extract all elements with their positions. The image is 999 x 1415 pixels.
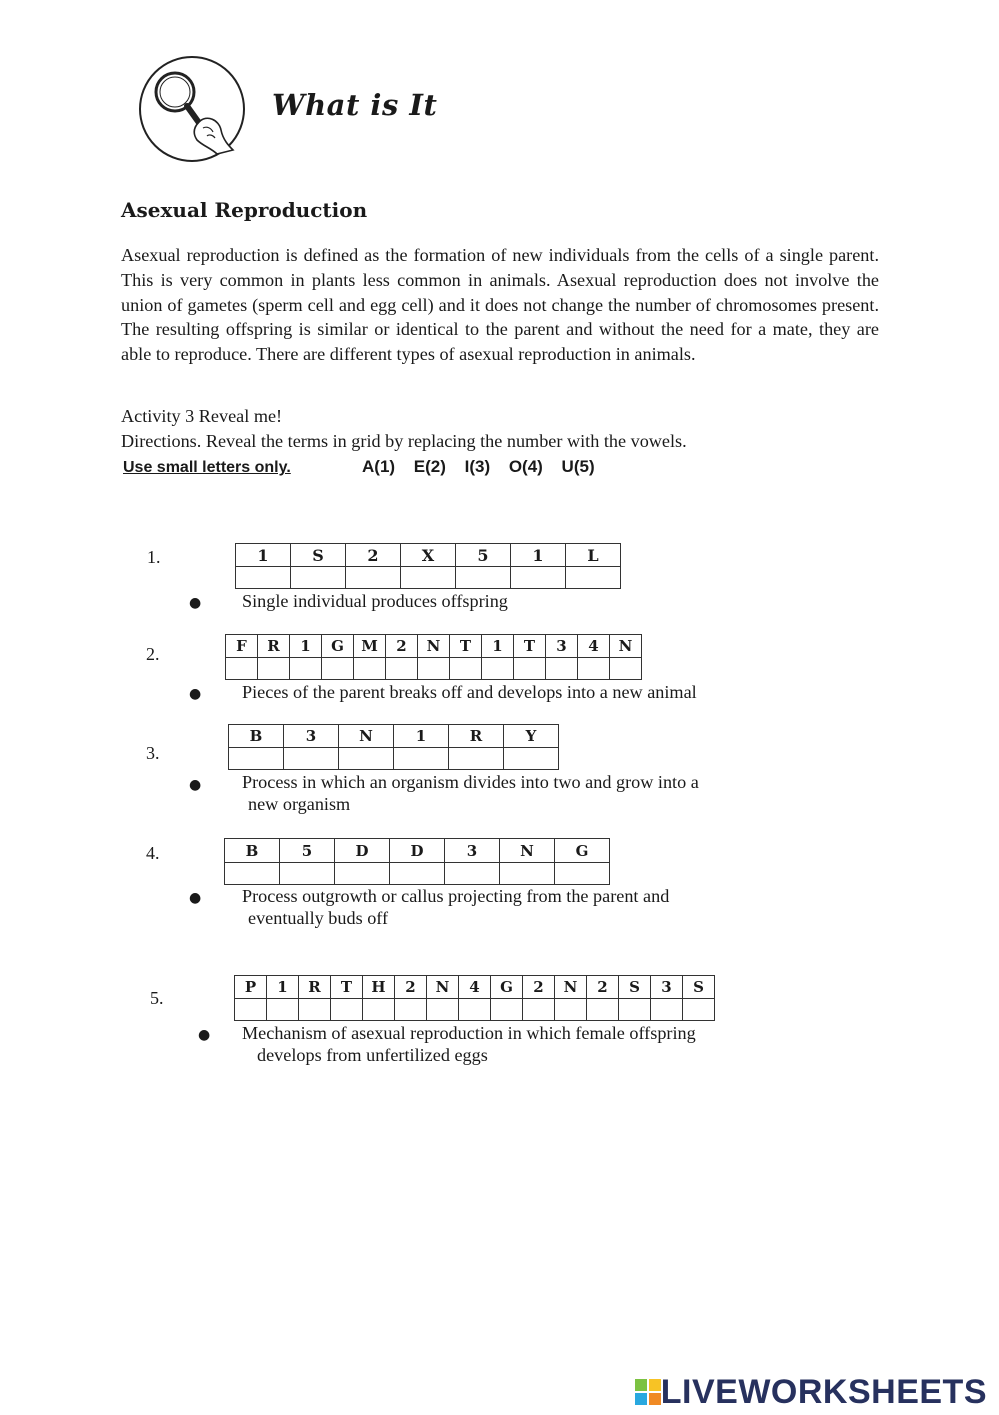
answer-input-cell[interactable]: [523, 999, 555, 1021]
clue-2: Pieces of the parent breaks off and develops into a new animal: [242, 682, 697, 702]
answer-input-cell[interactable]: [546, 658, 578, 680]
grid-letter-cell: 5: [456, 544, 511, 567]
answer-input-cell[interactable]: [418, 658, 450, 680]
grid-letter-cell: N: [339, 725, 394, 748]
answer-input-cell[interactable]: [386, 658, 418, 680]
activity-title: Activity 3 Reveal me!: [121, 406, 283, 426]
answer-input-cell[interactable]: [450, 658, 482, 680]
grid-letter-cell: N: [610, 635, 642, 658]
brand-text: LIVEWORKSHEETS: [660, 1372, 987, 1411]
grid-letter-cell: S: [683, 976, 715, 999]
grid-letter-cell: 1: [394, 725, 449, 748]
answer-input-cell[interactable]: [500, 863, 555, 885]
clue-5-line-1: Mechanism of asexual reproduction in which female offspring: [242, 1023, 696, 1043]
bullet: ●: [189, 890, 202, 906]
item-number: 2.: [146, 644, 160, 664]
grid-letter-cell: N: [418, 635, 450, 658]
grid-letter-cell: F: [226, 635, 258, 658]
grid-letter-cell: R: [299, 976, 331, 999]
answer-input-cell[interactable]: [291, 567, 346, 589]
vowel-key: A(1) E(2) I(3) O(4) U(5): [362, 457, 595, 476]
answer-input-cell[interactable]: [226, 658, 258, 680]
grid-letter-cell: 3: [651, 976, 683, 999]
answer-input-cell[interactable]: [504, 748, 559, 770]
answer-input-cell[interactable]: [322, 658, 354, 680]
puzzle-grid-1: [235, 543, 621, 589]
liveworksheets-logo-icon: [635, 1379, 661, 1405]
intro-paragraph: Asexual reproduction is defined as the formation of new individuals from the cells of a single parent. This is very common in plants less common in animals. Asexual reproduction does not involve the union of gametes (sperm cell and egg cell) and it does not change the number of chromosomes present. The resulting offspring is similar or identical to the parent and without the need for a mate, they are able to reproduce. There are different types of asexual reproduction in animals.: [121, 245, 879, 365]
answer-input-cell[interactable]: [280, 863, 335, 885]
answer-input-cell[interactable]: [401, 567, 456, 589]
grid-letter-cell: M: [354, 635, 386, 658]
bullet: ●: [189, 595, 202, 611]
grid-letter-cell: 1: [511, 544, 566, 567]
answer-input-cell[interactable]: [390, 863, 445, 885]
grid-letter-cell: N: [427, 976, 459, 999]
clue-5-line-2: develops from unfertilized eggs: [257, 1045, 488, 1065]
grid-letter-cell: 5: [280, 839, 335, 863]
grid-letter-cell: Y: [504, 725, 559, 748]
grid-letter-cell: 3: [546, 635, 578, 658]
grid-letter-cell: T: [514, 635, 546, 658]
answer-input-cell[interactable]: [229, 748, 284, 770]
grid-letter-cell: 2: [395, 976, 427, 999]
item-number: 5.: [150, 988, 164, 1008]
answer-input-cell[interactable]: [587, 999, 619, 1021]
answer-input-cell[interactable]: [511, 567, 566, 589]
activity-directions: Directions. Reveal the terms in grid by replacing the number with the vowels.: [121, 431, 687, 451]
answer-input-cell[interactable]: [619, 999, 651, 1021]
grid-letter-cell: 4: [578, 635, 610, 658]
grid-letter-cell: P: [235, 976, 267, 999]
grid-letter-cell: S: [291, 544, 346, 567]
bullet: ●: [189, 777, 202, 793]
answer-input-cell[interactable]: [335, 863, 390, 885]
answer-input-cell[interactable]: [514, 658, 546, 680]
answer-input-cell[interactable]: [445, 863, 500, 885]
answer-input-cell[interactable]: [427, 999, 459, 1021]
answer-input-cell[interactable]: [258, 658, 290, 680]
grid-letter-cell: B: [225, 839, 280, 863]
answer-input-cell[interactable]: [299, 999, 331, 1021]
answer-input-cell[interactable]: [290, 658, 322, 680]
answer-input-cell[interactable]: [346, 567, 401, 589]
grid-letter-cell: G: [322, 635, 354, 658]
magnifying-glass-icon: [137, 54, 247, 164]
grid-letter-cell: R: [449, 725, 504, 748]
grid-letter-cell: 1: [482, 635, 514, 658]
grid-letter-cell: B: [229, 725, 284, 748]
answer-input-cell[interactable]: [651, 999, 683, 1021]
grid-letter-cell: L: [566, 544, 621, 567]
item-number: 4.: [146, 843, 160, 863]
grid-letter-cell: 2: [386, 635, 418, 658]
answer-input-cell[interactable]: [555, 863, 610, 885]
answer-input-cell[interactable]: [683, 999, 715, 1021]
grid-letter-cell: T: [450, 635, 482, 658]
answer-input-cell[interactable]: [284, 748, 339, 770]
grid-letter-cell: D: [335, 839, 390, 863]
section-heading: Asexual Reproduction: [121, 198, 368, 222]
answer-input-cell[interactable]: [339, 748, 394, 770]
bullet: ●: [189, 686, 202, 702]
bullet: ●: [198, 1027, 211, 1043]
liveworksheets-brand: [635, 1373, 987, 1411]
grid-letter-cell: 3: [284, 725, 339, 748]
answer-input-cell[interactable]: [491, 999, 523, 1021]
answer-input-cell[interactable]: [235, 999, 267, 1021]
answer-input-cell[interactable]: [456, 567, 511, 589]
grid-letter-cell: 1: [290, 635, 322, 658]
grid-letter-cell: S: [619, 976, 651, 999]
grid-letter-cell: G: [555, 839, 610, 863]
answer-input-cell[interactable]: [610, 658, 642, 680]
answer-input-cell[interactable]: [459, 999, 491, 1021]
grid-letter-cell: 1: [267, 976, 299, 999]
grid-letter-cell: N: [500, 839, 555, 863]
clue-1: Single individual produces offspring: [242, 591, 508, 611]
grid-letter-cell: 4: [459, 976, 491, 999]
answer-input-cell[interactable]: [267, 999, 299, 1021]
answer-input-cell[interactable]: [236, 567, 291, 589]
item-number: 3.: [146, 743, 160, 763]
grid-letter-cell: D: [390, 839, 445, 863]
small-letters-note: Use small letters only.: [123, 459, 291, 476]
grid-letter-cell: X: [401, 544, 456, 567]
answer-input-cell[interactable]: [363, 999, 395, 1021]
answer-input-cell[interactable]: [354, 658, 386, 680]
grid-letter-cell: T: [331, 976, 363, 999]
item-number: 1.: [147, 547, 161, 567]
grid-letter-cell: 2: [346, 544, 401, 567]
grid-letter-cell: G: [491, 976, 523, 999]
grid-letter-cell: N: [555, 976, 587, 999]
grid-letter-cell: 2: [587, 976, 619, 999]
clue-3-line-2: new organism: [248, 794, 351, 814]
answer-input-cell[interactable]: [331, 999, 363, 1021]
answer-input-cell[interactable]: [449, 748, 504, 770]
grid-letter-cell: 2: [523, 976, 555, 999]
grid-letter-cell: H: [363, 976, 395, 999]
answer-input-cell[interactable]: [395, 999, 427, 1021]
page-title: What is It: [272, 88, 438, 122]
answer-input-cell[interactable]: [578, 658, 610, 680]
clue-4-line-2: eventually buds off: [248, 908, 389, 928]
puzzle-grid-2: [225, 634, 642, 680]
answer-input-cell[interactable]: [394, 748, 449, 770]
grid-letter-cell: R: [258, 635, 290, 658]
grid-letter-cell: 3: [445, 839, 500, 863]
answer-input-cell[interactable]: [482, 658, 514, 680]
puzzle-grid-3: [228, 724, 559, 770]
clue-4-line-1: Process outgrowth or callus projecting from the parent and: [242, 886, 670, 906]
puzzle-grid-5: [234, 975, 715, 1021]
clue-3-line-1: Process in which an organism divides into two and grow into a: [242, 772, 699, 792]
answer-input-cell[interactable]: [566, 567, 621, 589]
puzzle-grid-4: [224, 838, 610, 885]
answer-input-cell[interactable]: [555, 999, 587, 1021]
grid-letter-cell: 1: [236, 544, 291, 567]
answer-input-cell[interactable]: [225, 863, 280, 885]
